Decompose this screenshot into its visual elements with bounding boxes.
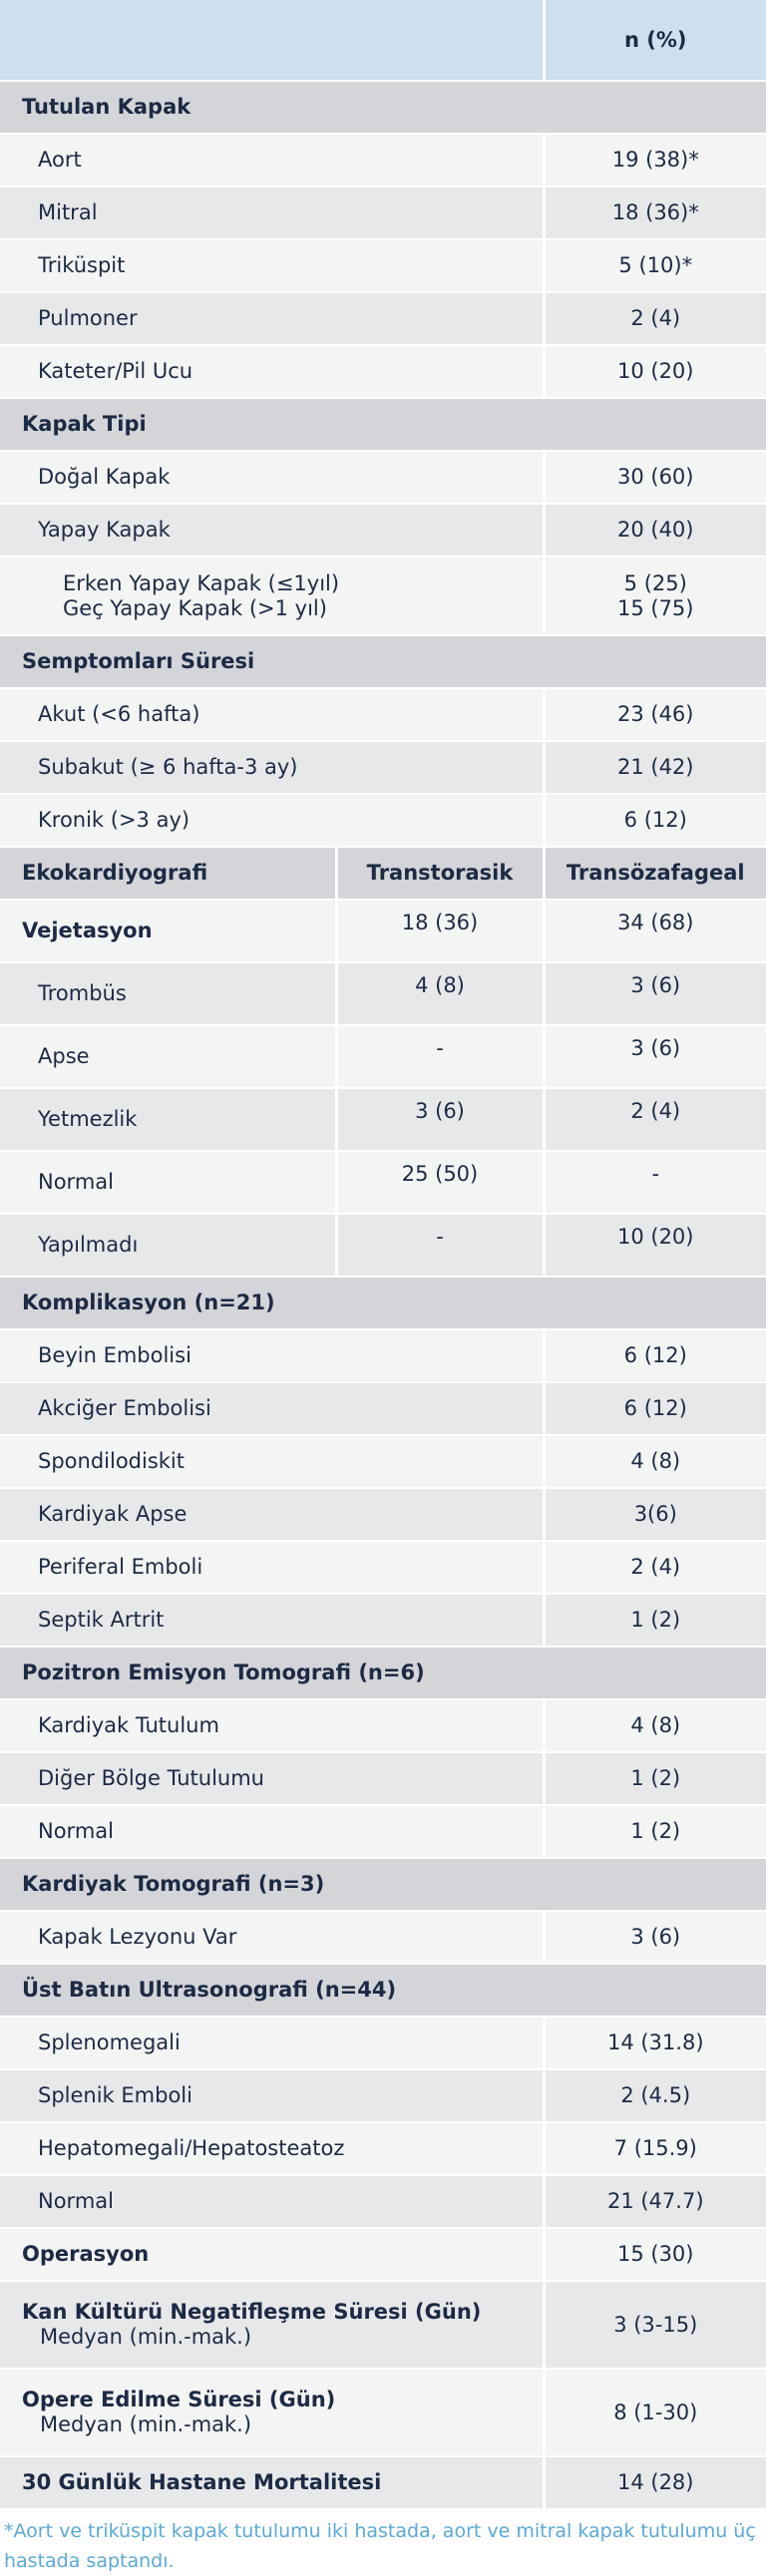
echo-row-tt: 25 (50) [336,1151,544,1214]
row-label: Aort [0,134,544,186]
echo-row-tt: 3 (6) [336,1088,544,1151]
row-label: Yapay Kapak [0,504,544,556]
section-header-row [0,1647,766,1699]
row-label: Spondilodiskit [0,1435,544,1488]
row-value: 14 (31.8) [544,2017,766,2069]
echo-header-te: Transözafageal [544,847,766,900]
echo-row [0,1214,766,1277]
row-label: Triküspit [0,239,544,292]
table-row [0,1805,766,1858]
table-row [0,2069,766,2122]
row-label: Pulmoner [0,292,544,345]
footnote: *Aort ve triküspit kapak tutulumu iki hastada, aort ve mitral kapak tutulumu üç hastada saptandı. [0,2516,766,2576]
row-label: Beyin Embolisi [0,1329,544,1382]
row-label: Operasyon [0,2228,544,2281]
section-header-row [0,398,766,451]
row-value: 2 (4) [544,1541,766,1594]
section-header-row [0,1858,766,1911]
echo-row-tt: - [336,1025,544,1088]
row-label: Akut (<6 hafta) [0,688,544,741]
section-header-row [0,635,766,688]
row-value: 6 (12) [544,1329,766,1382]
subrow-labels [0,556,544,635]
echo-row-te: 3 (6) [544,962,766,1025]
table-row [0,2369,766,2456]
row-value: 20 (40) [544,504,766,556]
row-value: 14 (28) [544,2456,766,2509]
echo-row [0,1151,766,1214]
table-row [0,504,766,556]
row-label: Splenomegali [0,2017,544,2069]
row-label: Normal [0,2175,544,2228]
section-title: Kardiyak Tomografi (n=3) [0,1858,766,1911]
subrow-label-late: Geç Yapay Kapak (>1 yıl) [63,596,543,621]
row-value: 18 (36)* [544,186,766,239]
row-label: Akciğer Embolisi [0,1382,544,1435]
table-subrow [0,556,766,635]
echo-row-label: Yetmezlik [0,1088,336,1151]
row-label: Kateter/Pil Ucu [0,345,544,398]
table-row [0,186,766,239]
row-label: Mitral [0,186,544,239]
row-label: Septik Artrit [0,1594,544,1647]
row-label-main: Kan Kültürü Negatifleşme Süresi (Gün) [22,2300,543,2325]
section-header-row [0,81,766,134]
table-row [0,451,766,504]
row-label: Hepatomegali/Hepatosteatoz [0,2122,544,2175]
row-value: 15 (30) [544,2228,766,2281]
row-label: Diğer Bölge Tutulumu [0,1752,544,1805]
row-label: Kapak Lezyonu Var [0,1911,544,1964]
table-row [0,1382,766,1435]
row-value: 8 (1-30) [544,2369,766,2456]
echo-row-te: 3 (6) [544,1025,766,1088]
table-row [0,292,766,345]
table-row [0,2228,766,2281]
echo-row-tt: 18 (36) [336,900,544,962]
header-empty-cell [0,0,544,81]
table-row [0,2175,766,2228]
table-row [0,1911,766,1964]
section-title: Komplikasyon (n=21) [0,1277,766,1329]
echo-row-label: Normal [0,1151,336,1214]
row-value: 1 (2) [544,1805,766,1858]
table-row [0,1752,766,1805]
table-row [0,1699,766,1752]
row-label: Doğal Kapak [0,451,544,504]
table-row [0,239,766,292]
echo-header-label: Ekokardiyografi [0,847,336,900]
section-title: Üst Batın Ultrasonografi (n=44) [0,1964,766,2017]
row-value: 2 (4) [544,292,766,345]
row-label: Subakut (≥ 6 hafta-3 ay) [0,741,544,794]
subrow-values [544,556,766,635]
echo-row [0,1025,766,1088]
echo-row [0,1088,766,1151]
table-row [0,2456,766,2509]
table-header-row [0,0,766,81]
subrow-value-late: 15 (75) [546,596,766,621]
echo-row-tt: 4 (8) [336,962,544,1025]
row-value: 6 (12) [544,794,766,847]
table-row [0,1541,766,1594]
echo-row [0,900,766,962]
echo-header-tt: Transtorasik [336,847,544,900]
row-value: 3 (3-15) [544,2281,766,2369]
table-row [0,1435,766,1488]
row-value: 2 (4.5) [544,2069,766,2122]
echo-row-label: Yapılmadı [0,1214,336,1277]
table-row [0,688,766,741]
row-value: 3(6) [544,1488,766,1541]
section-title: Semptomları Süresi [0,635,766,688]
row-label: Periferal Emboli [0,1541,544,1594]
row-label [0,2369,544,2456]
table-row [0,2122,766,2175]
echo-row [0,962,766,1025]
row-label: Kardiyak Apse [0,1488,544,1541]
echo-row-te: 2 (4) [544,1088,766,1151]
echo-row-label: Trombüs [0,962,336,1025]
section-title: Kapak Tipi [0,398,766,451]
row-label: 30 Günlük Hastane Mortalitesi [0,2456,544,2509]
row-value: 21 (42) [544,741,766,794]
row-value: 1 (2) [544,1752,766,1805]
row-value: 21 (47.7) [544,2175,766,2228]
row-value: 4 (8) [544,1435,766,1488]
row-value: 7 (15.9) [544,2122,766,2175]
echo-row-tt: - [336,1214,544,1277]
table-row [0,345,766,398]
row-label-sub: Medyan (min.-mak.) [22,2412,543,2437]
echo-row-te: - [544,1151,766,1214]
row-value: 23 (46) [544,688,766,741]
table-row [0,794,766,847]
row-value: 19 (38)* [544,134,766,186]
row-label-sub: Medyan (min.-mak.) [22,2325,543,2350]
row-value: 30 (60) [544,451,766,504]
table-row [0,741,766,794]
table-row [0,2281,766,2369]
row-value: 5 (10)* [544,239,766,292]
row-value: 10 (20) [544,345,766,398]
table-row [0,2017,766,2069]
echo-header-row [0,847,766,900]
row-value: 3 (6) [544,1911,766,1964]
section-header-row [0,1277,766,1329]
row-label: Splenik Emboli [0,2069,544,2122]
row-label: Normal [0,1805,544,1858]
table-row [0,134,766,186]
subrow-value-early: 5 (25) [546,571,766,596]
echo-row-label: Apse [0,1025,336,1088]
table-row [0,1329,766,1382]
row-label: Kardiyak Tutulum [0,1699,544,1752]
row-label-main: Opere Edilme Süresi (Gün) [22,2388,543,2412]
subrow-label-early: Erken Yapay Kapak (≤1yıl) [63,571,543,596]
row-value: 6 (12) [544,1382,766,1435]
section-title: Tutulan Kapak [0,81,766,134]
echo-row-te: 10 (20) [544,1214,766,1277]
section-header-row [0,1964,766,2017]
row-value: 1 (2) [544,1594,766,1647]
row-value: 4 (8) [544,1699,766,1752]
table-row [0,1488,766,1541]
echo-row-te: 34 (68) [544,900,766,962]
row-label: Kronik (>3 ay) [0,794,544,847]
echo-row-label: Vejetasyon [0,900,336,962]
table-row [0,1594,766,1647]
section-title: Pozitron Emisyon Tomografi (n=6) [0,1647,766,1699]
header-n-percent: n (%) [544,0,766,81]
row-label [0,2281,544,2369]
